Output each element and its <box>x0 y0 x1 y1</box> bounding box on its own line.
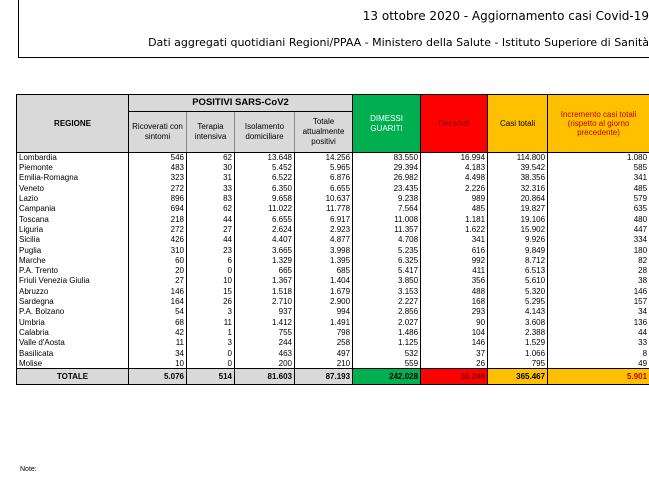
cell-terapia-intensiva: 11 <box>187 317 235 327</box>
cell-dimessi: 11.008 <box>353 214 421 224</box>
table-row <box>17 255 649 265</box>
cell-totale-positivi: 11.778 <box>295 204 353 214</box>
cell-dimessi: 11.357 <box>353 225 421 235</box>
cell-terapia-intensiva: 31 <box>187 173 235 183</box>
cell-isolamento: 4.407 <box>235 235 295 245</box>
column-header-region: REGIONE <box>17 95 129 153</box>
totals-label: TOTALE <box>17 369 129 385</box>
cell-dimessi: 2.856 <box>353 307 421 317</box>
cell-ricoverati: 68 <box>129 317 187 327</box>
cell-dimessi: 7.564 <box>353 204 421 214</box>
cell-terapia-intensiva: 83 <box>187 194 235 204</box>
cell-region-name: Piemonte <box>17 163 129 173</box>
column-header-incremento: Incremento casi totali (rispetto al giorno precedente) <box>548 95 649 153</box>
cell-isolamento: 665 <box>235 266 295 276</box>
cell-deceduti: 168 <box>421 297 488 307</box>
cell-deceduti: 146 <box>421 338 488 348</box>
table-row <box>17 328 649 338</box>
cell-incremento: 28 <box>548 266 649 276</box>
cell-terapia-intensiva: 23 <box>187 245 235 255</box>
cell-deceduti: 485 <box>421 204 488 214</box>
cell-isolamento: 1.367 <box>235 276 295 286</box>
cell-casi-totali: 114.800 <box>488 153 548 163</box>
cell-totale-positivi: 6.876 <box>295 173 353 183</box>
table-row <box>17 204 649 214</box>
cell-incremento: 585 <box>548 163 649 173</box>
cell-totale-positivi: 798 <box>295 328 353 338</box>
table-row <box>17 276 649 286</box>
cell-terapia-intensiva: 26 <box>187 297 235 307</box>
column-header-terapia: Terapia intensiva <box>187 112 235 153</box>
column-header-ricoverati: Ricoverati con sintomi <box>129 112 187 153</box>
cell-isolamento: 244 <box>235 338 295 348</box>
table-row <box>17 225 649 235</box>
cell-region-name: Lazio <box>17 194 129 204</box>
cell-deceduti: 4.498 <box>421 173 488 183</box>
cell-region-name: P.A. Bolzano <box>17 307 129 317</box>
cell-totale-positivi: 258 <box>295 338 353 348</box>
cell-casi-totali: 795 <box>488 358 548 368</box>
table-row <box>17 338 649 348</box>
cell-dimessi: 1.486 <box>353 328 421 338</box>
cell-ricoverati: 896 <box>129 194 187 204</box>
cell-incremento: 136 <box>548 317 649 327</box>
cell-terapia-intensiva: 0 <box>187 266 235 276</box>
cell-incremento: 635 <box>548 204 649 214</box>
table-row <box>17 214 649 224</box>
cell-deceduti: 2.226 <box>421 183 488 193</box>
cell-terapia-intensiva: 30 <box>187 163 235 173</box>
cell-region-name: Lombardia <box>17 153 129 163</box>
cell-casi-totali: 38.356 <box>488 173 548 183</box>
cell-casi-totali: 8.712 <box>488 255 548 265</box>
total-dimessi: 242.028 <box>353 369 421 385</box>
cell-dimessi: 2.227 <box>353 297 421 307</box>
table-row <box>17 297 649 307</box>
cell-isolamento: 13.648 <box>235 153 295 163</box>
cell-casi-totali: 3.608 <box>488 317 548 327</box>
cell-casi-totali: 4.143 <box>488 307 548 317</box>
column-header-dimessi: DIMESSI GUARITI <box>353 95 421 153</box>
cell-isolamento: 2.710 <box>235 297 295 307</box>
cell-totale-positivi: 2.900 <box>295 297 353 307</box>
cell-ricoverati: 11 <box>129 338 187 348</box>
cell-region-name: P.A. Trento <box>17 266 129 276</box>
cell-deceduti: 4.183 <box>421 163 488 173</box>
cell-isolamento: 6.522 <box>235 173 295 183</box>
table-row <box>17 307 649 317</box>
cell-casi-totali: 9.926 <box>488 235 548 245</box>
cell-region-name: Campania <box>17 204 129 214</box>
cell-isolamento: 755 <box>235 328 295 338</box>
cell-totale-positivi: 1.679 <box>295 286 353 296</box>
cell-terapia-intensiva: 44 <box>187 235 235 245</box>
column-header-totale-positivi: Totale attualmente positivi <box>295 112 353 153</box>
cell-terapia-intensiva: 1 <box>187 328 235 338</box>
cell-totale-positivi: 6.917 <box>295 214 353 224</box>
cell-isolamento: 200 <box>235 358 295 368</box>
cell-casi-totali: 1.066 <box>488 348 548 358</box>
cell-isolamento: 2.624 <box>235 225 295 235</box>
cell-dimessi: 4.708 <box>353 235 421 245</box>
column-header-casi-totali: Casi totali <box>488 95 548 153</box>
cell-ricoverati: 42 <box>129 328 187 338</box>
cell-region-name: Sardegna <box>17 297 129 307</box>
cell-casi-totali: 6.513 <box>488 266 548 276</box>
cell-totale-positivi: 210 <box>295 358 353 368</box>
column-header-deceduti: Deceduti <box>421 95 488 153</box>
cell-terapia-intensiva: 15 <box>187 286 235 296</box>
table-row <box>17 245 649 255</box>
cell-deceduti: 411 <box>421 266 488 276</box>
total-terapia: 514 <box>187 369 235 385</box>
cell-casi-totali: 5.295 <box>488 297 548 307</box>
cell-incremento: 1.080 <box>548 153 649 163</box>
cell-isolamento: 1.329 <box>235 255 295 265</box>
cell-incremento: 157 <box>548 297 649 307</box>
cell-deceduti: 1.181 <box>421 214 488 224</box>
cell-terapia-intensiva: 10 <box>187 276 235 286</box>
column-header-isolamento: Isolamento domiciliare <box>235 112 295 153</box>
cell-terapia-intensiva: 3 <box>187 307 235 317</box>
cell-incremento: 49 <box>548 358 649 368</box>
cell-region-name: Basilicata <box>17 348 129 358</box>
cell-incremento: 38 <box>548 276 649 286</box>
cell-deceduti: 989 <box>421 194 488 204</box>
cell-region-name: Calabria <box>17 328 129 338</box>
cell-casi-totali: 20.864 <box>488 194 548 204</box>
cell-region-name: Veneto <box>17 183 129 193</box>
cell-ricoverati: 34 <box>129 348 187 358</box>
cell-region-name: Molise <box>17 358 129 368</box>
cell-region-name: Emilia-Romagna <box>17 173 129 183</box>
cell-ricoverati: 20 <box>129 266 187 276</box>
cell-isolamento: 5.452 <box>235 163 295 173</box>
cell-totale-positivi: 6.655 <box>295 183 353 193</box>
table-row <box>17 266 649 276</box>
cell-deceduti: 1.622 <box>421 225 488 235</box>
cell-terapia-intensiva: 3 <box>187 338 235 348</box>
total-casi: 365.467 <box>488 369 548 385</box>
report-subtitle: Dati aggregati quotidiani Regioni/PPAA - Ministero della Salute - Istituto Superiore di Sanità <box>148 36 649 49</box>
cell-casi-totali: 19.827 <box>488 204 548 214</box>
table-row <box>17 183 649 193</box>
cell-region-name: Friuli Venezia Giulia <box>17 276 129 286</box>
cell-terapia-intensiva: 27 <box>187 225 235 235</box>
cell-region-name: Abruzzo <box>17 286 129 296</box>
table-body <box>17 153 649 369</box>
table-row <box>17 358 649 368</box>
cell-isolamento: 9.658 <box>235 194 295 204</box>
cell-region-name: Marche <box>17 255 129 265</box>
cell-region-name: Puglia <box>17 245 129 255</box>
cell-totale-positivi: 5.965 <box>295 163 353 173</box>
table-row <box>17 153 649 163</box>
cell-totale-positivi: 2.923 <box>295 225 353 235</box>
cell-totale-positivi: 14.256 <box>295 153 353 163</box>
cell-dimessi: 3.153 <box>353 286 421 296</box>
cell-casi-totali: 5.610 <box>488 276 548 286</box>
cell-incremento: 579 <box>548 194 649 204</box>
cell-ricoverati: 310 <box>129 245 187 255</box>
cell-terapia-intensiva: 33 <box>187 183 235 193</box>
cell-terapia-intensiva: 44 <box>187 214 235 224</box>
cell-deceduti: 488 <box>421 286 488 296</box>
cell-deceduti: 992 <box>421 255 488 265</box>
cell-incremento: 82 <box>548 255 649 265</box>
cell-terapia-intensiva: 62 <box>187 153 235 163</box>
cell-dimessi: 83.550 <box>353 153 421 163</box>
cell-ricoverati: 546 <box>129 153 187 163</box>
cell-incremento: 334 <box>548 235 649 245</box>
cell-casi-totali: 2.388 <box>488 328 548 338</box>
cell-ricoverati: 27 <box>129 276 187 286</box>
table-row <box>17 235 649 245</box>
cell-incremento: 8 <box>548 348 649 358</box>
cell-ricoverati: 272 <box>129 225 187 235</box>
cell-incremento: 34 <box>548 307 649 317</box>
cell-totale-positivi: 10.637 <box>295 194 353 204</box>
cell-isolamento: 11.022 <box>235 204 295 214</box>
table-row <box>17 173 649 183</box>
table-row <box>17 194 649 204</box>
cell-totale-positivi: 497 <box>295 348 353 358</box>
cell-dimessi: 29.394 <box>353 163 421 173</box>
cell-deceduti: 356 <box>421 276 488 286</box>
cell-region-name: Liguria <box>17 225 129 235</box>
cell-incremento: 180 <box>548 245 649 255</box>
cell-region-name: Valle d'Aosta <box>17 338 129 348</box>
cell-ricoverati: 164 <box>129 297 187 307</box>
report-title: 13 ottobre 2020 - Aggiornamento casi Covid-19 <box>362 9 649 23</box>
cell-casi-totali: 32.316 <box>488 183 548 193</box>
cell-incremento: 447 <box>548 225 649 235</box>
cell-ricoverati: 60 <box>129 255 187 265</box>
cell-isolamento: 1.412 <box>235 317 295 327</box>
cell-deceduti: 16.994 <box>421 153 488 163</box>
cell-deceduti: 616 <box>421 245 488 255</box>
cell-isolamento: 3.665 <box>235 245 295 255</box>
table-row <box>17 317 649 327</box>
cell-isolamento: 6.350 <box>235 183 295 193</box>
total-positivi: 87.193 <box>295 369 353 385</box>
cell-deceduti: 37 <box>421 348 488 358</box>
cell-ricoverati: 54 <box>129 307 187 317</box>
cell-dimessi: 559 <box>353 358 421 368</box>
report-header <box>18 0 649 58</box>
cell-deceduti: 341 <box>421 235 488 245</box>
cell-incremento: 44 <box>548 328 649 338</box>
cell-deceduti: 26 <box>421 358 488 368</box>
cell-ricoverati: 272 <box>129 183 187 193</box>
cell-ricoverati: 218 <box>129 214 187 224</box>
cell-casi-totali: 39.542 <box>488 163 548 173</box>
cell-dimessi: 5.417 <box>353 266 421 276</box>
cell-ricoverati: 483 <box>129 163 187 173</box>
total-deceduti: 36.246 <box>421 369 488 385</box>
totals-row <box>17 369 649 385</box>
cell-isolamento: 6.655 <box>235 214 295 224</box>
cell-isolamento: 463 <box>235 348 295 358</box>
cell-region-name: Umbria <box>17 317 129 327</box>
cell-incremento: 146 <box>548 286 649 296</box>
cell-totale-positivi: 685 <box>295 266 353 276</box>
cell-casi-totali: 1.529 <box>488 338 548 348</box>
cell-totale-positivi: 1.395 <box>295 255 353 265</box>
note-label: Note: <box>20 466 37 473</box>
table-row <box>17 286 649 296</box>
cell-terapia-intensiva: 62 <box>187 204 235 214</box>
cell-ricoverati: 10 <box>129 358 187 368</box>
cell-dimessi: 5.235 <box>353 245 421 255</box>
cell-dimessi: 1.125 <box>353 338 421 348</box>
total-isolamento: 81.603 <box>235 369 295 385</box>
cell-dimessi: 2.027 <box>353 317 421 327</box>
cell-region-name: Toscana <box>17 214 129 224</box>
cell-ricoverati: 426 <box>129 235 187 245</box>
cell-isolamento: 937 <box>235 307 295 317</box>
total-incremento: 5.901 <box>548 369 649 385</box>
cell-dimessi: 6.325 <box>353 255 421 265</box>
cell-terapia-intensiva: 0 <box>187 358 235 368</box>
cell-region-name: Sicilia <box>17 235 129 245</box>
cell-casi-totali: 5.320 <box>488 286 548 296</box>
cell-deceduti: 90 <box>421 317 488 327</box>
cell-deceduti: 293 <box>421 307 488 317</box>
cell-casi-totali: 9.849 <box>488 245 548 255</box>
cell-ricoverati: 146 <box>129 286 187 296</box>
cell-incremento: 480 <box>548 214 649 224</box>
cell-incremento: 33 <box>548 338 649 348</box>
cell-casi-totali: 15.902 <box>488 225 548 235</box>
group-header-positivi: POSITIVI SARS-CoV2 <box>129 95 353 112</box>
cell-totale-positivi: 4.877 <box>295 235 353 245</box>
cell-isolamento: 1.518 <box>235 286 295 296</box>
table-row <box>17 348 649 358</box>
cell-dimessi: 532 <box>353 348 421 358</box>
cell-dimessi: 3.850 <box>353 276 421 286</box>
cell-totale-positivi: 1.491 <box>295 317 353 327</box>
cell-ricoverati: 694 <box>129 204 187 214</box>
cell-dimessi: 26.982 <box>353 173 421 183</box>
cell-incremento: 341 <box>548 173 649 183</box>
cell-dimessi: 23.435 <box>353 183 421 193</box>
cell-totale-positivi: 1.404 <box>295 276 353 286</box>
total-ricoverati: 5.076 <box>129 369 187 385</box>
cell-totale-positivi: 3.998 <box>295 245 353 255</box>
cell-incremento: 485 <box>548 183 649 193</box>
cell-casi-totali: 19.106 <box>488 214 548 224</box>
cell-dimessi: 9.238 <box>353 194 421 204</box>
covid-cases-table <box>16 94 649 385</box>
table-row <box>17 163 649 173</box>
cell-deceduti: 104 <box>421 328 488 338</box>
cell-terapia-intensiva: 6 <box>187 255 235 265</box>
cell-ricoverati: 323 <box>129 173 187 183</box>
cell-terapia-intensiva: 0 <box>187 348 235 358</box>
cell-totale-positivi: 994 <box>295 307 353 317</box>
